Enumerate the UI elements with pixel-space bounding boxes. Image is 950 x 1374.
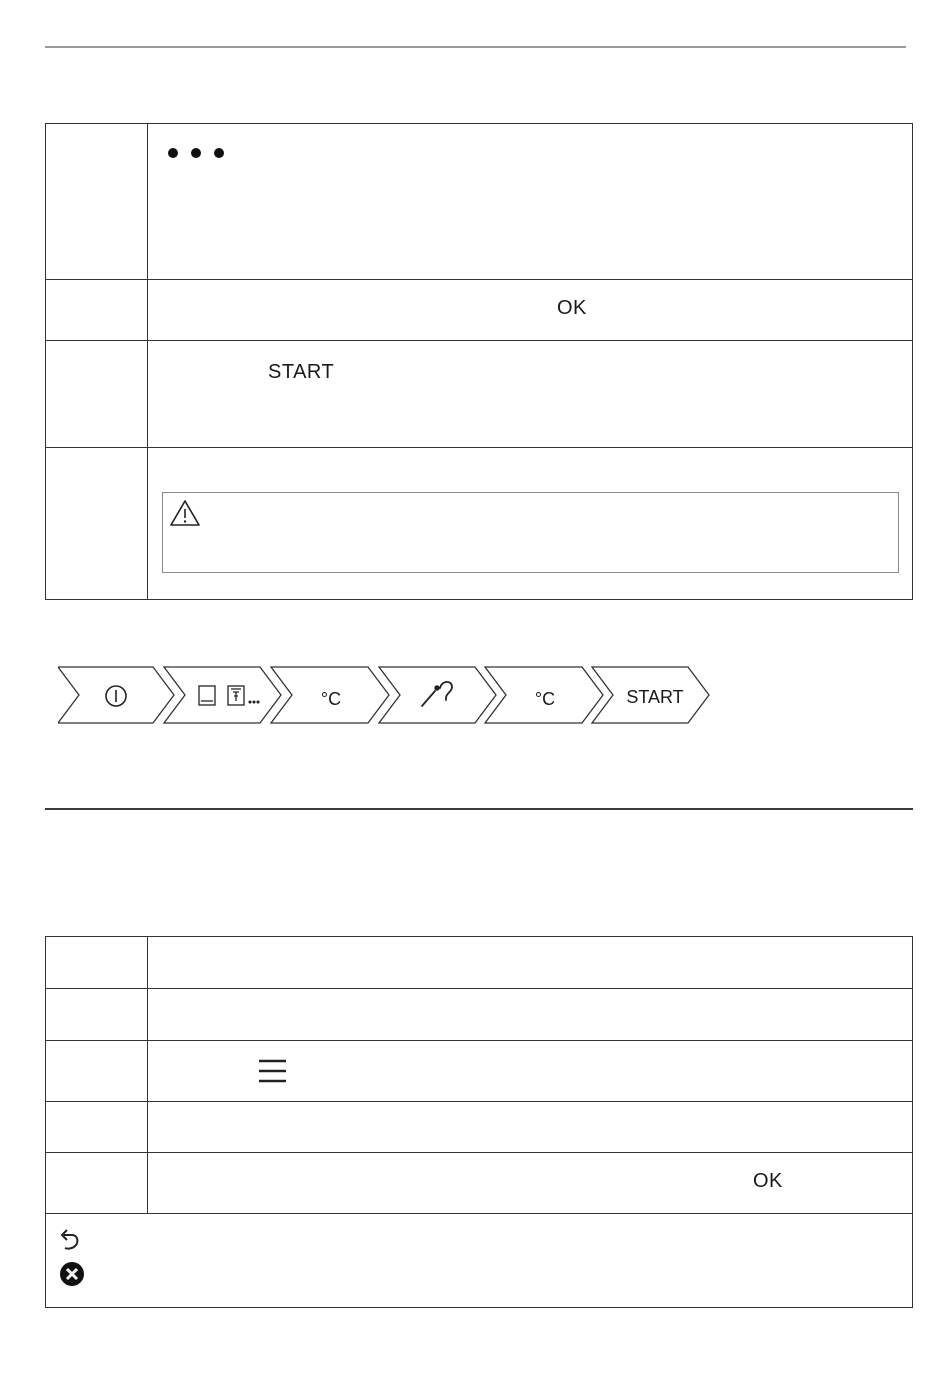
temperature-icon bbox=[535, 689, 555, 709]
start-key-label: START bbox=[268, 361, 335, 383]
step-number-cell bbox=[46, 1153, 148, 1214]
table-row bbox=[46, 124, 913, 280]
menu-icon bbox=[258, 1058, 288, 1084]
step-content-cell bbox=[148, 989, 913, 1041]
table-row bbox=[46, 448, 913, 600]
flow-step-food-sensor bbox=[379, 667, 496, 723]
power-icon bbox=[106, 686, 126, 706]
cooking-flow-diagram bbox=[58, 666, 718, 726]
step-number-cell bbox=[46, 341, 148, 448]
footer-note-cell bbox=[46, 1214, 913, 1308]
top-divider bbox=[45, 46, 906, 48]
ok-key-label: OK bbox=[753, 1170, 783, 1192]
step-content-cell bbox=[148, 1102, 913, 1153]
step-content-cell bbox=[148, 280, 913, 341]
step-number-cell bbox=[46, 280, 148, 341]
start-label: START bbox=[626, 687, 684, 707]
temperature-icon bbox=[321, 689, 341, 709]
step-number-cell bbox=[46, 124, 148, 280]
cancel-icon bbox=[59, 1261, 85, 1287]
flow-step-function bbox=[164, 667, 281, 723]
steps-table-1 bbox=[45, 123, 913, 600]
table-row bbox=[46, 1041, 913, 1102]
step-content-cell bbox=[148, 448, 913, 600]
step-content-cell bbox=[148, 937, 913, 989]
table-row bbox=[46, 1153, 913, 1214]
step-number-cell bbox=[46, 989, 148, 1041]
table-row bbox=[46, 280, 913, 341]
step-number-cell bbox=[46, 1102, 148, 1153]
step-number-cell bbox=[46, 937, 148, 989]
undo-icon bbox=[58, 1229, 82, 1255]
oven-functions-icon bbox=[199, 686, 259, 705]
food-sensor-icon bbox=[422, 682, 452, 706]
table-footer-row bbox=[46, 1214, 913, 1308]
table-row bbox=[46, 341, 913, 448]
core-temperature-label: °C bbox=[534, 689, 556, 709]
section-divider bbox=[45, 808, 913, 810]
more-options-dots-icon bbox=[168, 148, 224, 158]
table-row bbox=[46, 937, 913, 989]
step-number-cell bbox=[46, 448, 148, 600]
steps-table-2 bbox=[45, 936, 913, 1308]
table-row bbox=[46, 1102, 913, 1153]
step-content-cell bbox=[148, 1041, 913, 1102]
step-number-cell bbox=[46, 1041, 148, 1102]
step-content-cell bbox=[148, 341, 913, 448]
temperature-label: °C bbox=[320, 689, 342, 709]
ok-key-label: OK bbox=[557, 297, 587, 319]
table-row bbox=[46, 989, 913, 1041]
warning-icon bbox=[169, 499, 201, 527]
step-content-cell bbox=[148, 124, 913, 280]
step-content-cell bbox=[148, 1153, 913, 1214]
warning-box bbox=[162, 492, 899, 573]
